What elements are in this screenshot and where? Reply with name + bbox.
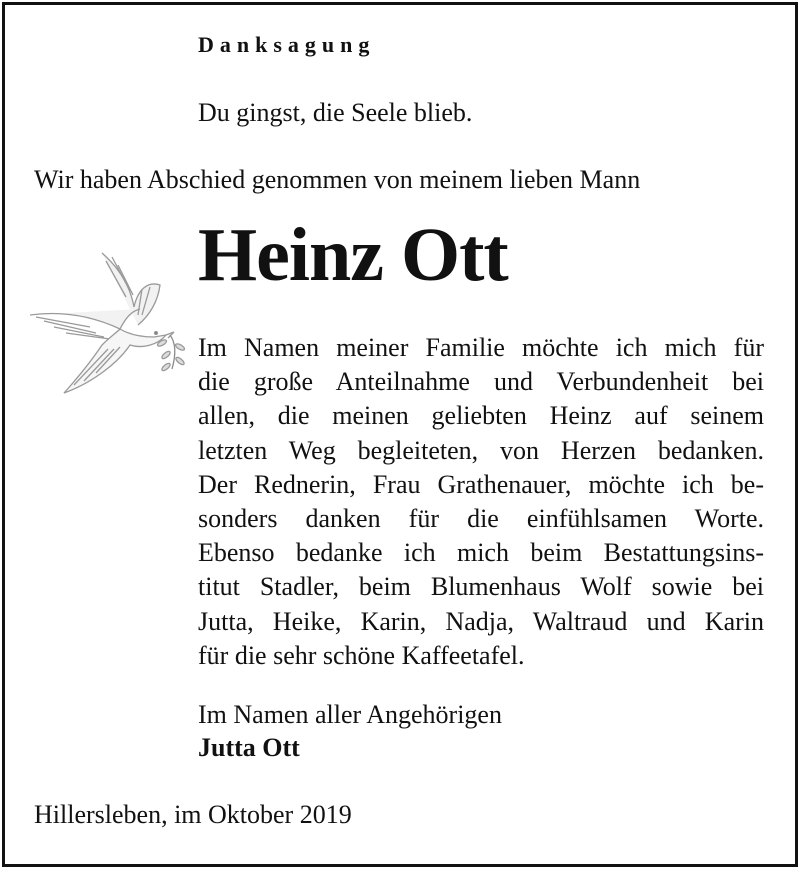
text-line: letzten Weg begleiteten, von Herzen bedanken. — [198, 435, 764, 465]
verse: Du gingst, die Seele blieb. — [198, 98, 473, 127]
place-and-date: Hillersleben, im Oktober 2019 — [34, 800, 352, 829]
thank-you-text — [198, 331, 764, 673]
deceased-name: Heinz Ott — [198, 213, 508, 297]
text-line: die große Anteilnahme und Verbundenheit bei — [198, 367, 764, 397]
intro-text: Wir haben Abschied genommen von meinem lieben Mann — [34, 165, 641, 194]
text-line: titut Stadler, beim Blumenhaus Wolf sowie bei — [198, 572, 764, 602]
closing-line: Im Namen aller Angehörigen — [198, 700, 502, 729]
dove-with-olive-branch-icon — [30, 245, 200, 395]
signer-name: Jutta Ott — [198, 733, 300, 762]
text-line: sonders danken für die einfühlsamen Worte. — [198, 504, 764, 534]
text-line: Der Rednerin, Frau Grathenauer, möchte ich be- — [198, 469, 764, 499]
text-line: Im Namen meiner Familie möchte ich mich für — [198, 333, 764, 362]
text-line: Ebenso bedanke ich mich beim Bestattungsins- — [198, 538, 764, 568]
text-line: allen, die meinen geliebten Heinz auf seinem — [198, 401, 764, 431]
text-line: für die sehr schöne Kaffeetafel. — [198, 640, 525, 670]
text-line: Jutta, Heike, Karin, Nadja, Waltraud und Karin — [198, 606, 764, 636]
heading: Danksagung — [198, 32, 376, 57]
